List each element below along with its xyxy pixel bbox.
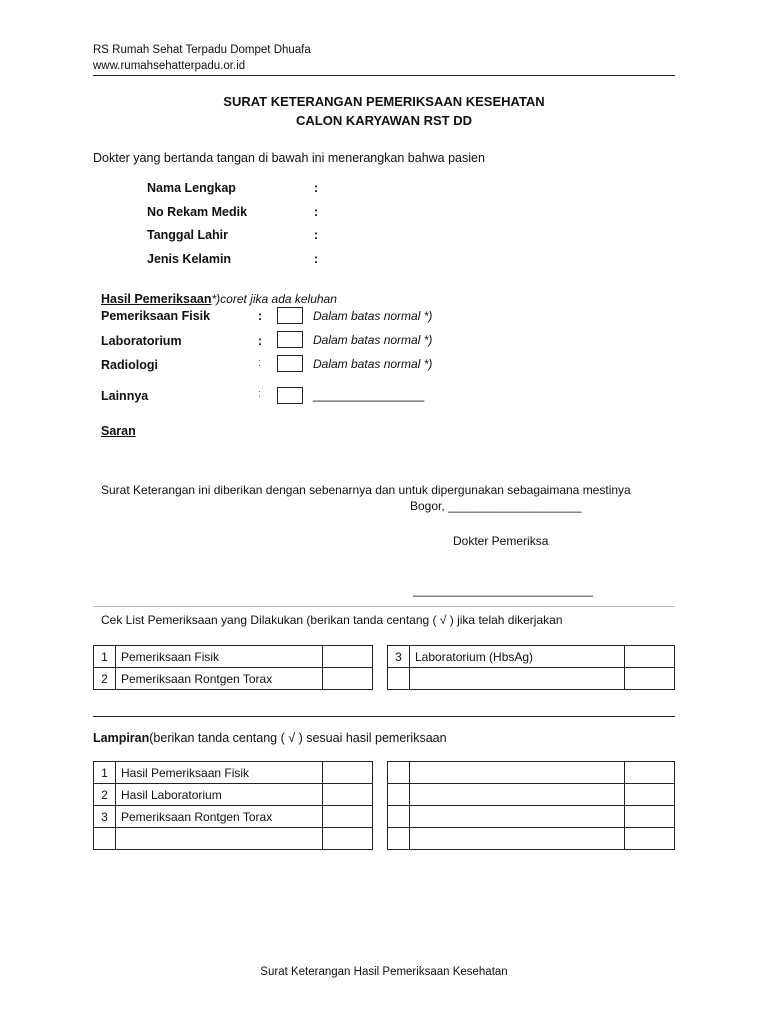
document-title-line1: SURAT KETERANGAN PEMERIKSAAN KESEHATAN: [223, 94, 545, 109]
result-checkbox-radiologi[interactable]: [277, 355, 303, 372]
result-colon: :: [258, 357, 262, 369]
attachments-heading-row: [93, 731, 447, 745]
row-item: [410, 784, 625, 806]
results-note: *)coret jika ada keluhan: [211, 292, 337, 306]
row-number: [388, 806, 410, 828]
row-item: [410, 806, 625, 828]
checklist-table-left: [93, 645, 373, 690]
check-cell[interactable]: [625, 668, 675, 690]
row-item: Laboratorium (HbsAg): [410, 646, 625, 668]
attachments-heading: Lampiran: [93, 731, 150, 745]
row-item: [410, 762, 625, 784]
result-colon: :: [258, 388, 262, 400]
field-colon: :: [314, 181, 319, 195]
org-name: RS Rumah Sehat Terpadu Dompet Dhuafa: [93, 44, 311, 56]
row-number: 1: [94, 646, 116, 668]
table-row: [388, 806, 675, 828]
signature-line[interactable]: ___________________________: [413, 583, 594, 597]
row-item: [410, 668, 625, 690]
row-number: 3: [94, 806, 116, 828]
result-value-lainnya[interactable]: ________________: [313, 388, 425, 402]
header-divider: [93, 75, 675, 76]
row-item: Hasil Pemeriksaan Fisik: [116, 762, 323, 784]
attachments-table-right: [387, 761, 675, 850]
website-text: www.rumahsehatterpadu.or.id: [93, 60, 246, 72]
row-number: 1: [94, 762, 116, 784]
field-label-nama: Nama Lengkap: [147, 181, 236, 195]
row-item: Hasil Laboratorium: [116, 784, 323, 806]
check-cell[interactable]: [625, 806, 675, 828]
table-row: [388, 668, 675, 690]
section-divider: [93, 606, 675, 607]
result-checkbox-laboratorium[interactable]: [277, 331, 303, 348]
result-checkbox-fisik[interactable]: [277, 307, 303, 324]
check-cell[interactable]: [625, 762, 675, 784]
field-colon: :: [314, 252, 319, 266]
row-number: [388, 784, 410, 806]
statement-text: Surat Keterangan ini diberikan dengan sebenarnya dan untuk dipergunakan sebagaimana mestinya: [101, 483, 631, 497]
field-label-tanggal-lahir: Tanggal Lahir: [147, 228, 229, 242]
row-item: [410, 828, 625, 850]
result-label-radiologi: Radiologi: [101, 358, 158, 372]
result-value-radiologi: Dalam batas normal *): [313, 357, 433, 371]
check-cell[interactable]: [323, 668, 373, 690]
result-label-laboratorium: Laboratorium: [101, 334, 182, 348]
field-colon: :: [314, 205, 319, 219]
row-item: Pemeriksaan Fisik: [116, 646, 323, 668]
table-row: [94, 646, 373, 668]
result-colon: :: [258, 334, 263, 348]
check-cell[interactable]: [323, 646, 373, 668]
saran-label: Saran: [101, 424, 136, 438]
result-label-fisik: Pemeriksaan Fisik: [101, 309, 211, 323]
table-row: [94, 828, 373, 850]
check-cell[interactable]: [323, 762, 373, 784]
section-divider: [93, 716, 675, 717]
row-number: [388, 828, 410, 850]
check-cell[interactable]: [625, 646, 675, 668]
check-cell[interactable]: [323, 806, 373, 828]
table-row: [94, 806, 373, 828]
field-colon: :: [314, 228, 319, 242]
row-item: Pemeriksaan Rontgen Torax: [116, 806, 323, 828]
table-row: [94, 762, 373, 784]
result-label-lainnya: Lainnya: [101, 389, 149, 403]
row-number: 2: [94, 784, 116, 806]
row-number: [388, 668, 410, 690]
table-row: [388, 784, 675, 806]
check-cell[interactable]: [323, 828, 373, 850]
table-row: [388, 828, 675, 850]
result-checkbox-lainnya[interactable]: [277, 387, 303, 404]
check-cell[interactable]: [323, 784, 373, 806]
result-value-fisik: Dalam batas normal *): [313, 309, 433, 323]
results-heading-row: [101, 292, 337, 306]
table-row: [94, 668, 373, 690]
row-item: Pemeriksaan Rontgen Torax: [116, 668, 323, 690]
check-cell[interactable]: [625, 828, 675, 850]
row-number: 3: [388, 646, 410, 668]
row-number: 2: [94, 668, 116, 690]
table-row: [388, 762, 675, 784]
results-heading: Hasil Pemeriksaan: [101, 292, 212, 306]
attachments-table-left: [93, 761, 373, 850]
result-value-laboratorium: Dalam batas normal *): [313, 333, 433, 347]
intro-text: Dokter yang bertanda tangan di bawah ini menerangkan bahwa pasien: [93, 151, 485, 165]
table-row: [94, 784, 373, 806]
attachments-instruction: (berikan tanda centang ( √ ) sesuai hasil pemeriksaan: [149, 731, 447, 745]
place-date[interactable]: Bogor, ____________________: [410, 499, 582, 513]
row-number: [94, 828, 116, 850]
field-label-rekam-medik: No Rekam Medik: [147, 205, 248, 219]
signer-role: Dokter Pemeriksa: [453, 534, 549, 548]
footer-text: Surat Keterangan Hasil Pemeriksaan Kesehatan: [260, 966, 508, 978]
field-label-jenis-kelamin: Jenis Kelamin: [147, 252, 232, 266]
table-row: [388, 646, 675, 668]
checklist-heading: Cek List Pemeriksaan yang Dilakukan (berikan tanda centang ( √ ) jika telah dikerjakan: [101, 613, 563, 627]
checklist-table-right: [387, 645, 675, 690]
result-colon: :: [258, 309, 263, 323]
check-cell[interactable]: [625, 784, 675, 806]
row-number: [388, 762, 410, 784]
document-title-line2: CALON KARYAWAN RST DD: [296, 113, 472, 128]
row-item: [116, 828, 323, 850]
